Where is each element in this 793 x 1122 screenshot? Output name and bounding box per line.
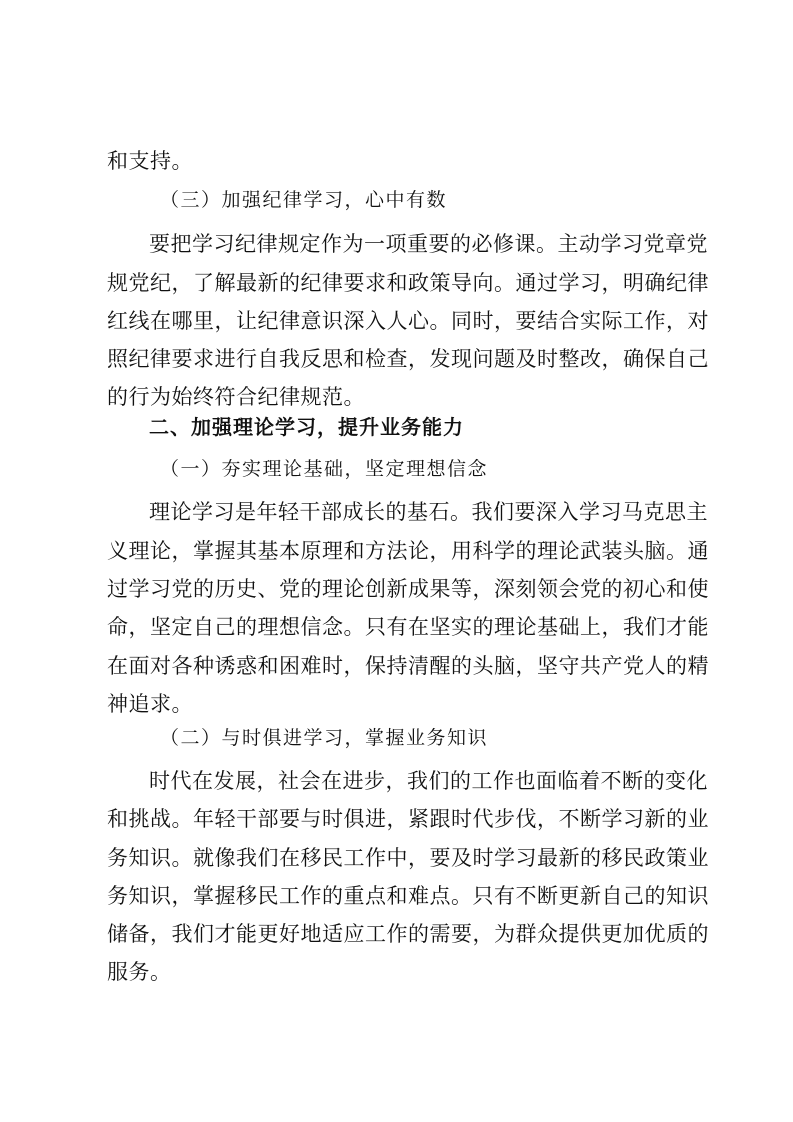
paragraph-line: 储备，我们才能更好地适应工作的需要，为群众提供更加优质的 [107, 922, 709, 946]
paragraph-line: 和挑战。年轻干部要与时俱进，紧跟时代步伐，不断学习新的业 [107, 807, 709, 831]
paragraph-line: 服务。 [107, 960, 172, 984]
subsection-heading: （二）与时俱进学习，掌握业务知识 [160, 727, 489, 749]
paragraph-line: 过学习党的历史、党的理论创新成果等，深刻领会党的初心和使 [107, 577, 709, 601]
paragraph-line: 规党纪，了解最新的纪律要求和政策导向。通过学习，明确纪律 [107, 271, 709, 295]
subsection-heading: （一）夯实理论基础，坚定理想信念 [160, 458, 489, 480]
paragraph-line: 的行为始终符合纪律规范。 [107, 385, 365, 409]
paragraph-line: 和支持。 [107, 149, 193, 173]
paragraph-line: 在面对各种诱惑和困难时，保持清醒的头脑，坚守共产党人的精 [107, 654, 709, 678]
paragraph-line: 务知识。就像我们在移民工作中，要及时学习最新的移民政策业 [107, 846, 709, 870]
paragraph-line: 神追求。 [107, 692, 193, 716]
section-heading: 二、加强理论学习，提升业务能力 [149, 415, 464, 439]
paragraph-line: 照纪律要求进行自我反思和检查，发现问题及时整改，确保自己 [107, 347, 709, 371]
paragraph-line: 要把学习纪律规定作为一项重要的必修课。主动学习党章党 [149, 232, 708, 256]
subsection-heading: （三）加强纪律学习，心中有数 [160, 189, 448, 211]
paragraph-line: 时代在发展，社会在进步，我们的工作也面临着不断的变化 [149, 769, 708, 793]
paragraph-line: 理论学习是年轻干部成长的基石。我们要深入学习马克思主 [149, 500, 708, 524]
paragraph-line: 红线在哪里，让纪律意识深入人心。同时，要结合实际工作，对 [107, 309, 709, 333]
paragraph-line: 务知识，掌握移民工作的重点和难点。只有不断更新自己的知识 [107, 884, 709, 908]
paragraph-line: 命，坚定自己的理想信念。只有在坚实的理论基础上，我们才能 [107, 615, 709, 639]
paragraph-line: 义理论，掌握其基本原理和方法论，用科学的理论武装头脑。通 [107, 539, 709, 563]
